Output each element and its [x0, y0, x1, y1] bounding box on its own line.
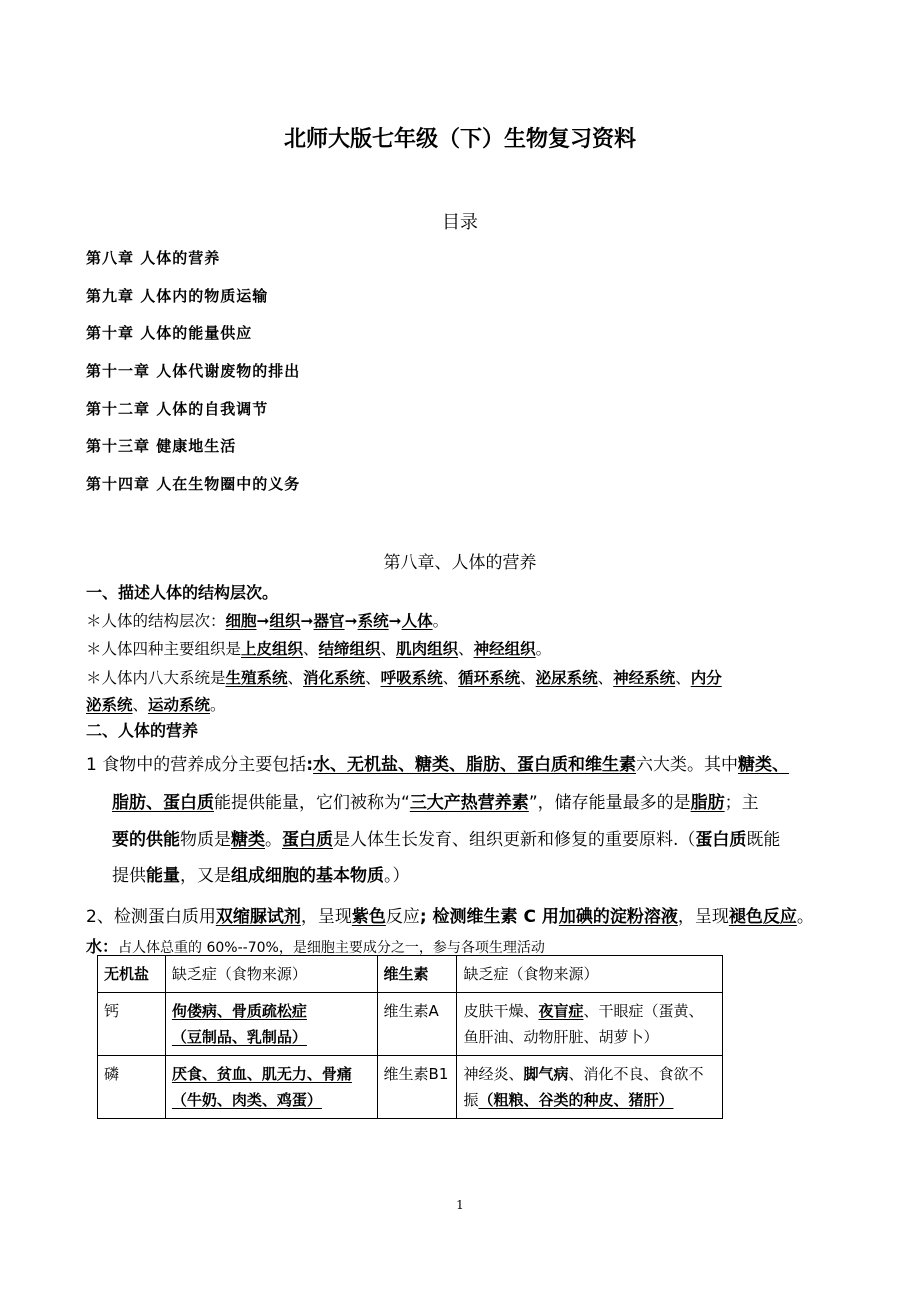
sep: 、	[365, 669, 381, 687]
food-source: （豆制品、乳制品）	[171, 1028, 307, 1046]
header-cell: 无机盐	[98, 956, 166, 993]
deficiency: 脚气病	[523, 1065, 569, 1083]
key-term: 蛋白质	[282, 830, 333, 850]
term: 人体	[401, 612, 433, 630]
key-term: 脂肪、蛋白质	[112, 793, 214, 813]
mineral-deficiency-cell	[165, 1056, 377, 1119]
term: 泌系统	[86, 696, 133, 714]
water-line	[86, 934, 545, 957]
key-term: 脂肪	[690, 793, 725, 813]
text: 神经炎、	[463, 1065, 524, 1083]
sep: 、	[287, 669, 304, 687]
text: 反应	[385, 907, 420, 927]
vitamin-cell: 维生素A	[377, 993, 457, 1056]
term: 细胞	[225, 612, 257, 630]
text: ，呈现	[677, 907, 729, 927]
nutrients-paragraph-line4	[112, 861, 410, 886]
term: 上皮组织	[241, 640, 304, 658]
arrow-icon: ➞	[300, 612, 314, 630]
text: 能提供能量，它们被称为“	[214, 793, 410, 813]
nutrient-deficiency-table	[97, 955, 723, 1119]
key-term: 双缩脲试剂	[215, 907, 301, 927]
term: 系统	[357, 612, 389, 630]
table-header-row	[98, 956, 723, 993]
term: 消化系统	[303, 669, 366, 687]
arrow-icon: ➞	[388, 612, 402, 630]
food-source: （牛奶、肉类、鸡蛋）	[171, 1091, 322, 1109]
body-systems-line	[86, 666, 722, 688]
text: 。	[265, 830, 282, 850]
food-source: （蛋黄、鱼肝油、动物肝脏、胡萝卜）	[463, 1002, 704, 1046]
term: 循环系统	[458, 669, 521, 687]
text: ，呈现	[300, 907, 352, 927]
text: 2、检测蛋白质用	[86, 907, 216, 927]
text: 既能	[746, 830, 781, 850]
text: 物质是	[180, 830, 231, 850]
term: 神经组织	[473, 640, 536, 658]
toc-title: 目录	[442, 212, 478, 233]
arrow-icon: ➞	[344, 612, 358, 630]
sep: 、	[675, 669, 691, 687]
term: 器官	[313, 612, 345, 630]
line-prefix: ＊人体内八大系统是	[86, 669, 226, 687]
section-heading: 一、描述人体的结构层次。	[86, 583, 279, 602]
text: ，又是	[180, 866, 231, 886]
key-term: 褪色反应	[728, 907, 797, 927]
body-systems-line-cont	[86, 693, 226, 715]
line-prefix: ＊人体的结构层次：	[86, 612, 226, 630]
toc-item[interactable]: 第十四章 人在生物圈中的义务	[86, 475, 301, 493]
toc-item[interactable]: 第十一章 人体代谢废物的排出	[86, 362, 301, 380]
key-term: 蛋白质	[695, 830, 747, 850]
term: 呼吸系统	[380, 669, 443, 687]
key-term: 糖类、	[738, 755, 790, 775]
structure-levels-line	[86, 609, 448, 631]
page-number: 1	[456, 1198, 464, 1212]
vitamin-cell: 维生素B1	[377, 1056, 457, 1119]
sep: 、	[380, 640, 397, 658]
toc-item[interactable]: 第九章 人体内的物质运输	[86, 287, 269, 305]
mineral-cell: 磷	[98, 1056, 166, 1119]
sep: 、	[442, 669, 459, 687]
text: 六大类。其中	[636, 755, 739, 775]
key-term: 能量	[146, 866, 180, 886]
deficiency: 厌食、贫血、肌无力、骨痛	[171, 1065, 352, 1083]
toc-item[interactable]: 第八章 人体的营养	[86, 249, 221, 267]
text: 。	[796, 907, 814, 927]
arrow-icon: ➞	[256, 612, 270, 630]
text: 提供	[112, 866, 146, 886]
sep: 、	[597, 669, 614, 687]
text: ”，储存能量最多的是	[528, 793, 691, 813]
key-term: 水、无机盐、糖类、脂肪、蛋白质和维生素	[313, 755, 637, 775]
text: 。）	[384, 866, 410, 886]
header-cell: 维生素	[377, 956, 457, 993]
term: 结缔组织	[318, 640, 381, 658]
section-heading: 二、人体的营养	[86, 721, 199, 740]
sep: 、	[132, 696, 149, 714]
header-cell: 缺乏症（食物来源）	[457, 956, 723, 993]
key-term: 加碘的淀粉溶液	[558, 907, 678, 927]
water-label: 水	[86, 937, 103, 956]
term: 神经系统	[613, 669, 676, 687]
line-prefix: ＊人体四种主要组织是	[86, 640, 242, 658]
toc-item[interactable]: 第十三章 健康地生活	[86, 437, 237, 455]
text: 、消化不良、食欲不振	[463, 1065, 704, 1109]
toc-item[interactable]: 第十二章 人体的自我调节	[86, 400, 269, 418]
key-term: 三大产热营养素	[409, 793, 529, 813]
mineral-cell: 钙	[98, 993, 166, 1056]
term: 肌肉组织	[396, 640, 459, 658]
tissue-types-line	[86, 637, 551, 659]
term: 生殖系统	[225, 669, 288, 687]
text: ；主	[724, 793, 759, 813]
detection-paragraph	[86, 902, 814, 927]
sep: 、	[458, 640, 474, 658]
vitamin-deficiency-cell	[457, 1056, 723, 1119]
mineral-deficiency-cell	[165, 993, 377, 1056]
text: ; 检测维生素 C 用	[419, 907, 559, 927]
nutrients-paragraph-line2	[112, 788, 759, 813]
header-cell: 缺乏症（食物来源）	[165, 956, 377, 993]
key-term: 要的供能	[112, 830, 180, 850]
food-source: （粗粮、谷类的种皮、猪肝）	[478, 1091, 674, 1109]
table-row	[98, 993, 723, 1056]
punct: 。	[432, 612, 449, 630]
nutrients-paragraph-line1	[86, 750, 789, 775]
toc-item[interactable]: 第十章 人体的能量供应	[86, 324, 253, 342]
deficiency: 佝偻病、骨质疏松症	[171, 1002, 307, 1020]
punct: 。	[535, 640, 552, 658]
text: 1 食物中的营养成分主要包括	[86, 755, 307, 775]
water-text: 占人体总重的 60%--70%，是细胞主要成分之一，参与各项生理活动	[118, 940, 545, 956]
key-term: 糖类	[231, 830, 265, 850]
table-row	[98, 1056, 723, 1119]
sep: 、	[303, 640, 319, 658]
text: 皮肤干燥、	[463, 1002, 539, 1020]
key-term: 紫色	[351, 907, 386, 927]
vitamin-deficiency-cell	[457, 993, 723, 1056]
text: 是人体生长发育、组织更新和修复的重要原料.（	[333, 830, 696, 850]
term: 运动系统	[148, 696, 211, 714]
term: 组织	[269, 612, 301, 630]
key-term: 组成细胞的基本物质	[231, 866, 384, 886]
deficiency: 夜盲症	[538, 1002, 584, 1020]
nutrients-paragraph-line3	[112, 825, 780, 850]
term: 泌尿系统	[535, 669, 598, 687]
chapter-heading: 第八章、人体的营养	[383, 553, 537, 573]
text: 、干眼症	[583, 1002, 644, 1020]
document-title: 北师大版七年级（下）生物复习资料	[283, 127, 636, 152]
text: ：	[102, 937, 119, 956]
punct: 。	[210, 696, 226, 714]
text: :	[306, 755, 314, 775]
sep: 、	[520, 669, 536, 687]
term: 内分	[690, 669, 722, 687]
